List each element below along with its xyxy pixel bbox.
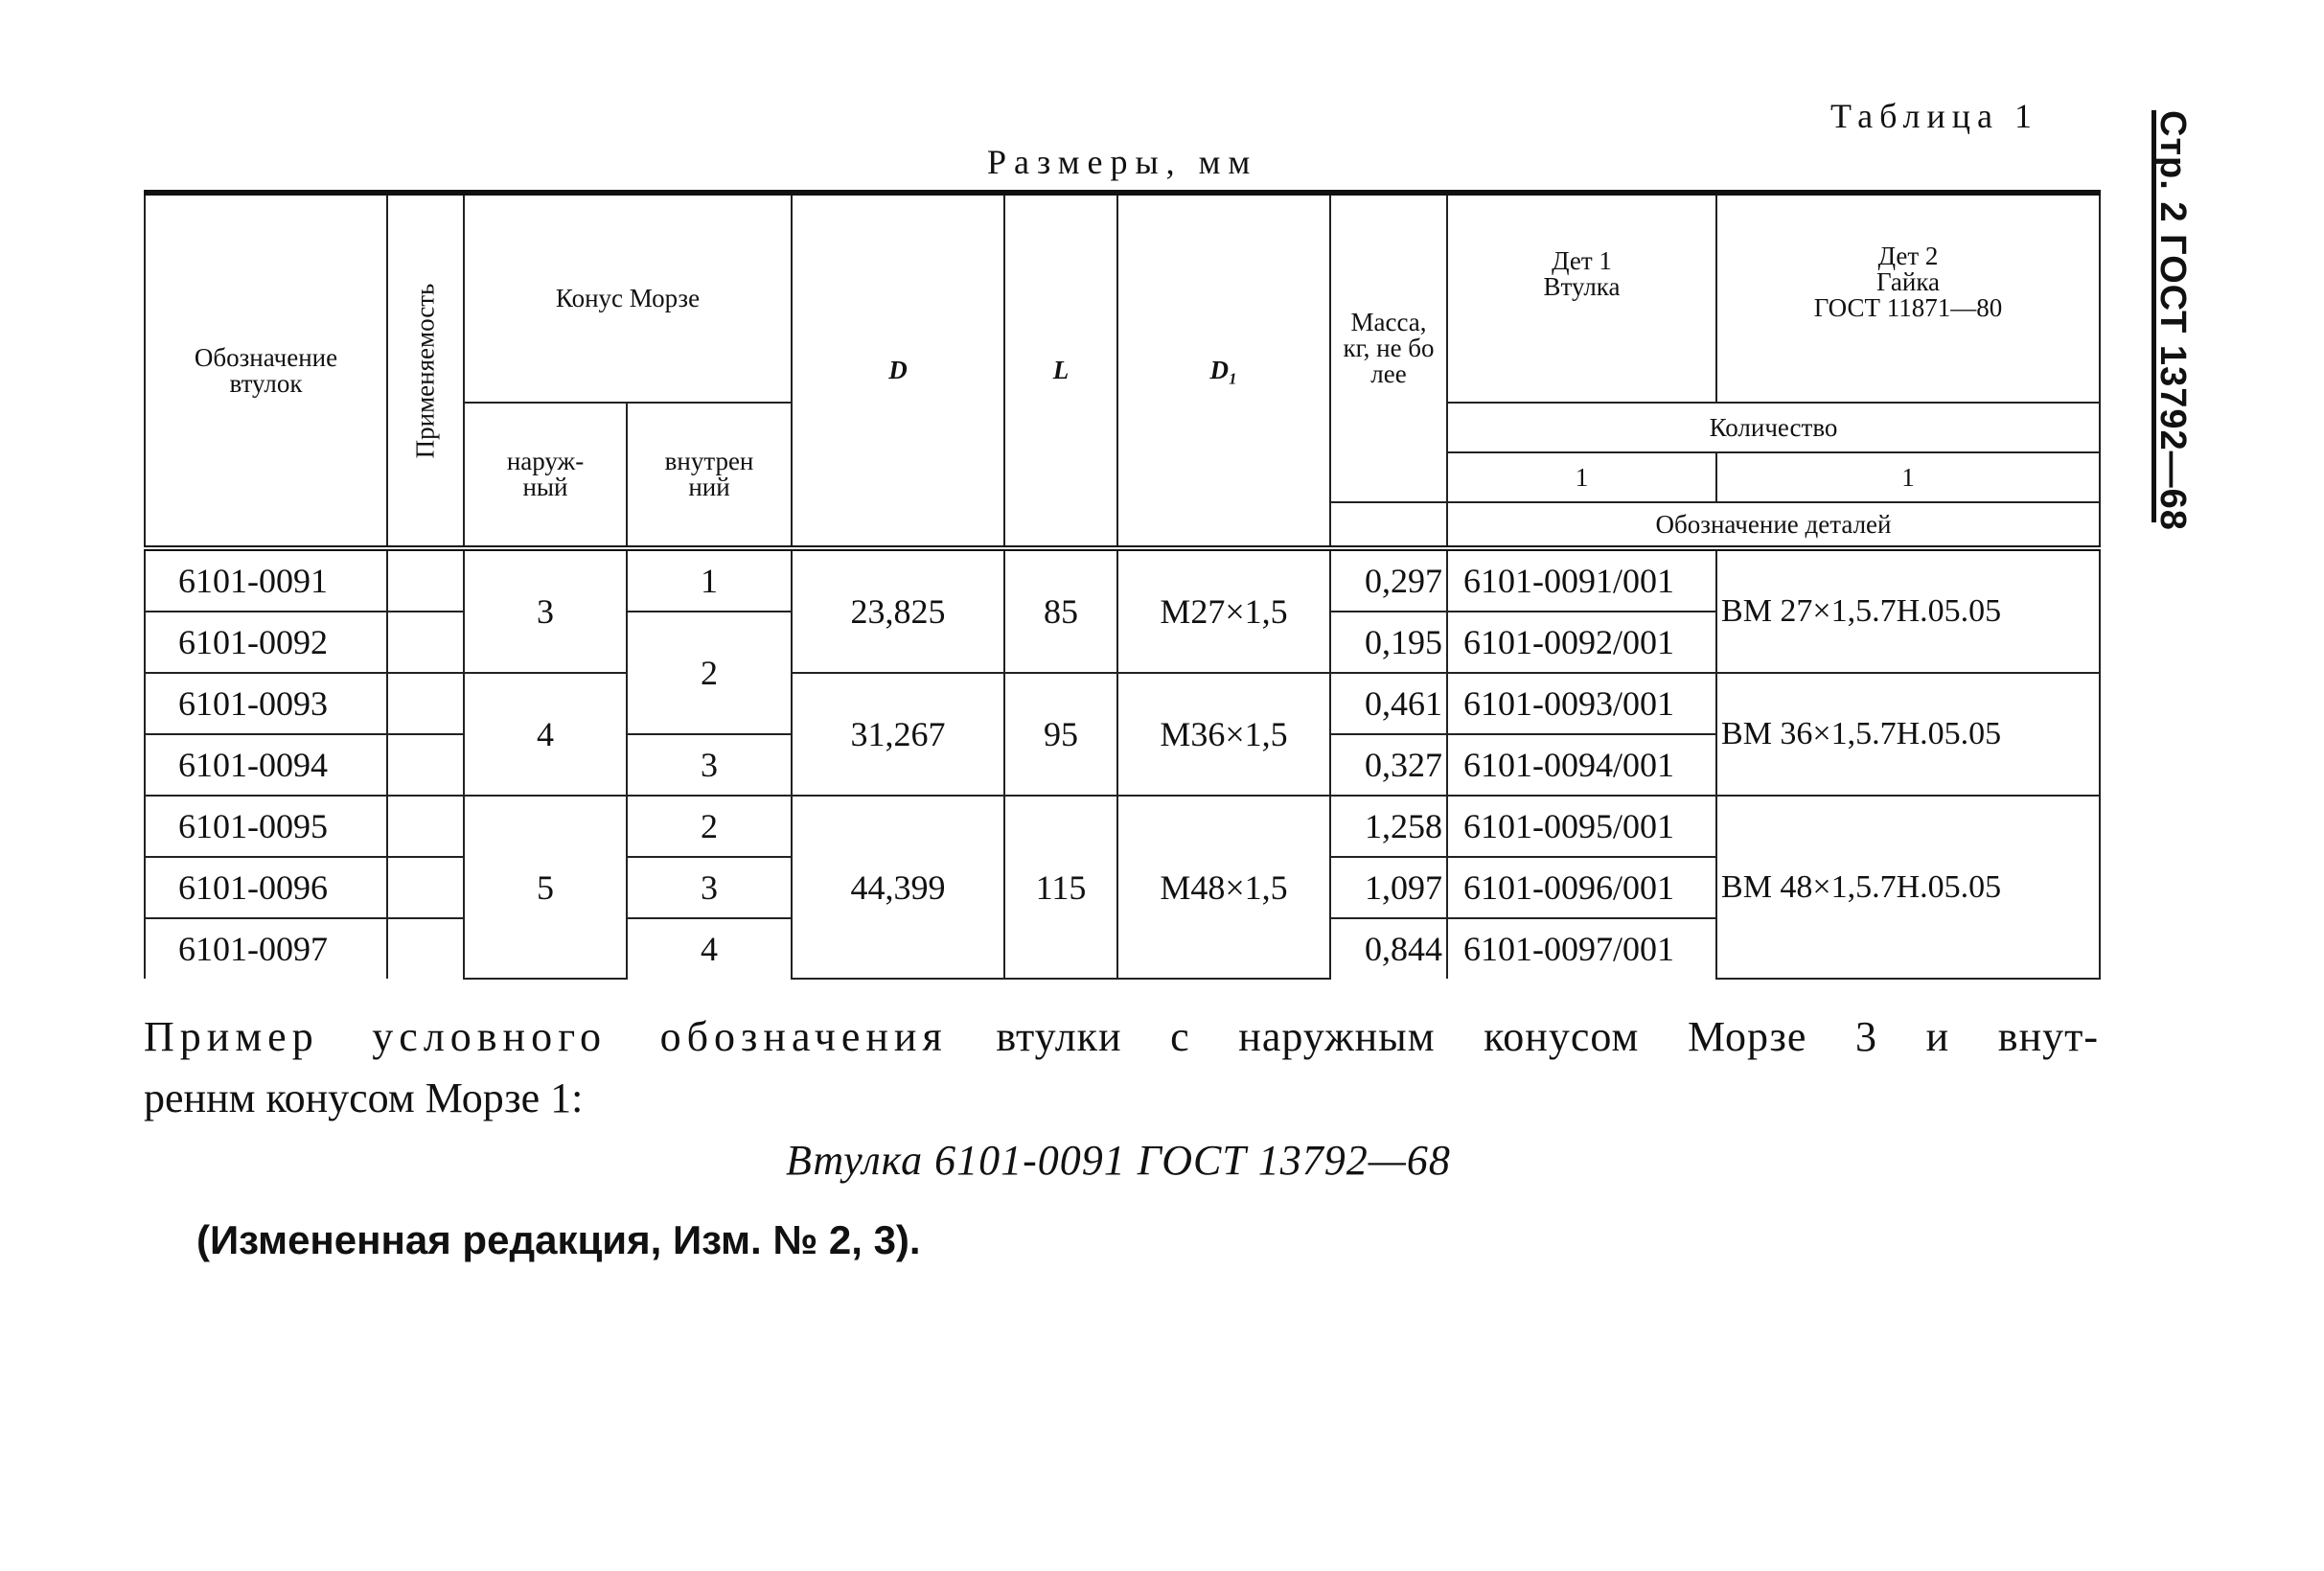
cell-applicability <box>387 857 464 918</box>
header-det2-label: Дет 2 <box>1877 242 1939 270</box>
cell-inner-cone: 2 <box>627 612 792 734</box>
cell-applicability <box>387 734 464 796</box>
cell-mass: 0,461 <box>1330 673 1447 734</box>
cell-l: 95 <box>1004 673 1117 796</box>
cell-code: 6101-0095 <box>145 796 387 857</box>
table-number-label: Таблица 1 <box>1830 97 2038 135</box>
header-applicability-text: Применяемость <box>410 283 440 458</box>
cell-mass: 0,297 <box>1330 548 1447 612</box>
cell-d1: M48×1,5 <box>1117 796 1330 979</box>
header-quantity: Количество <box>1447 403 2100 452</box>
header-det1-name: Втулка <box>1543 272 1621 301</box>
cell-applicability <box>387 673 464 734</box>
cell-l: 85 <box>1004 548 1117 673</box>
cell-inner-cone: 1 <box>627 548 792 612</box>
cell-applicability <box>387 918 464 979</box>
designation-example: Втулка 6101-0091 ГОСТ 13792—68 <box>786 1137 1451 1184</box>
dimensions-label: Размеры, мм <box>987 143 1258 181</box>
cell-code: 6101-0097 <box>145 918 387 979</box>
cell-d1: M36×1,5 <box>1117 673 1330 796</box>
cell-inner-cone: 3 <box>627 857 792 918</box>
cell-part: 6101-0095/001 <box>1447 796 1716 857</box>
cell-applicability <box>387 612 464 673</box>
cell-code: 6101-0091 <box>145 548 387 612</box>
header-det2 <box>1716 193 2100 403</box>
cell-inner-cone: 2 <box>627 796 792 857</box>
cell-inner-cone: 4 <box>627 918 792 979</box>
revision-note: (Измененная редакция, Изм. № 2, 3). <box>196 1217 921 1262</box>
header-part-designation: Обозначение деталей <box>1447 502 2100 548</box>
table-row <box>145 673 2100 734</box>
example-line-1 <box>144 1006 2099 1068</box>
cell-part: 6101-0093/001 <box>1447 673 1716 734</box>
header-det1 <box>1447 193 1716 403</box>
cell-mass: 0,327 <box>1330 734 1447 796</box>
side-page-header <box>2147 110 2233 532</box>
cell-nut: ВМ 36×1,5.7Н.05.05 <box>1716 673 2100 796</box>
cell-applicability <box>387 796 464 857</box>
example-spaced-text: Пример условного обозначения <box>144 1013 948 1060</box>
cell-part: 6101-0094/001 <box>1447 734 1716 796</box>
cell-d: 44,399 <box>792 796 1004 979</box>
cell-inner-cone: 3 <box>627 734 792 796</box>
cell-code: 6101-0092 <box>145 612 387 673</box>
header-qty-det2: 1 <box>1716 452 2100 502</box>
header-det2-name: Гайка <box>1875 267 1941 296</box>
cell-part: 6101-0096/001 <box>1447 857 1716 918</box>
cell-outer-cone: 5 <box>464 796 627 979</box>
cell-d: 23,825 <box>792 548 1004 673</box>
cell-part: 6101-0091/001 <box>1447 548 1716 612</box>
cell-outer-cone: 4 <box>464 673 627 796</box>
header-det1-label: Дет 1 <box>1552 246 1612 275</box>
header-d1: D₁ <box>1117 193 1330 548</box>
header-applicability <box>387 193 464 548</box>
header-mass: Масса, кг, не бо лее <box>1330 193 1447 502</box>
header-qty-det1: 1 <box>1447 452 1716 502</box>
header-outer: наруж-ный <box>464 403 627 548</box>
cell-code: 6101-0094 <box>145 734 387 796</box>
example-rest-text: втулки с наружным конусом Морзе 3 и внут- <box>947 1013 2099 1060</box>
example-line-2: реннм конусом Морзе 1: <box>144 1074 584 1121</box>
header-morse-cone: Конус Морзе <box>464 193 792 403</box>
cell-l: 115 <box>1004 796 1117 979</box>
header-inner: внутрен ний <box>627 403 792 548</box>
table-row <box>145 796 2100 857</box>
cell-part: 6101-0092/001 <box>1447 612 1716 673</box>
header-d: D <box>792 193 1004 548</box>
cell-code: 6101-0096 <box>145 857 387 918</box>
header-det2-standard: ГОСТ 11871—80 <box>1813 293 2003 322</box>
cell-mass: 1,097 <box>1330 857 1447 918</box>
cell-code: 6101-0093 <box>145 673 387 734</box>
cell-mass: 0,195 <box>1330 612 1447 673</box>
example-paragraph <box>144 1006 2099 1129</box>
cell-d: 31,267 <box>792 673 1004 796</box>
side-header-text: Стр. 2 ГОСТ 13792—68 <box>2152 110 2193 531</box>
header-mass-bottom <box>1330 502 1447 548</box>
dimensions-table <box>144 190 2101 980</box>
cell-applicability <box>387 548 464 612</box>
cell-outer-cone: 3 <box>464 548 627 673</box>
cell-part: 6101-0097/001 <box>1447 918 1716 979</box>
cell-nut: ВМ 48×1,5.7Н.05.05 <box>1716 796 2100 979</box>
cell-d1: M27×1,5 <box>1117 548 1330 673</box>
header-designation: Обозначение втулок <box>145 193 387 548</box>
cell-mass: 1,258 <box>1330 796 1447 857</box>
header-l: L <box>1004 193 1117 548</box>
cell-nut: ВМ 27×1,5.7Н.05.05 <box>1716 548 2100 673</box>
table-row <box>145 548 2100 612</box>
cell-mass: 0,844 <box>1330 918 1447 979</box>
